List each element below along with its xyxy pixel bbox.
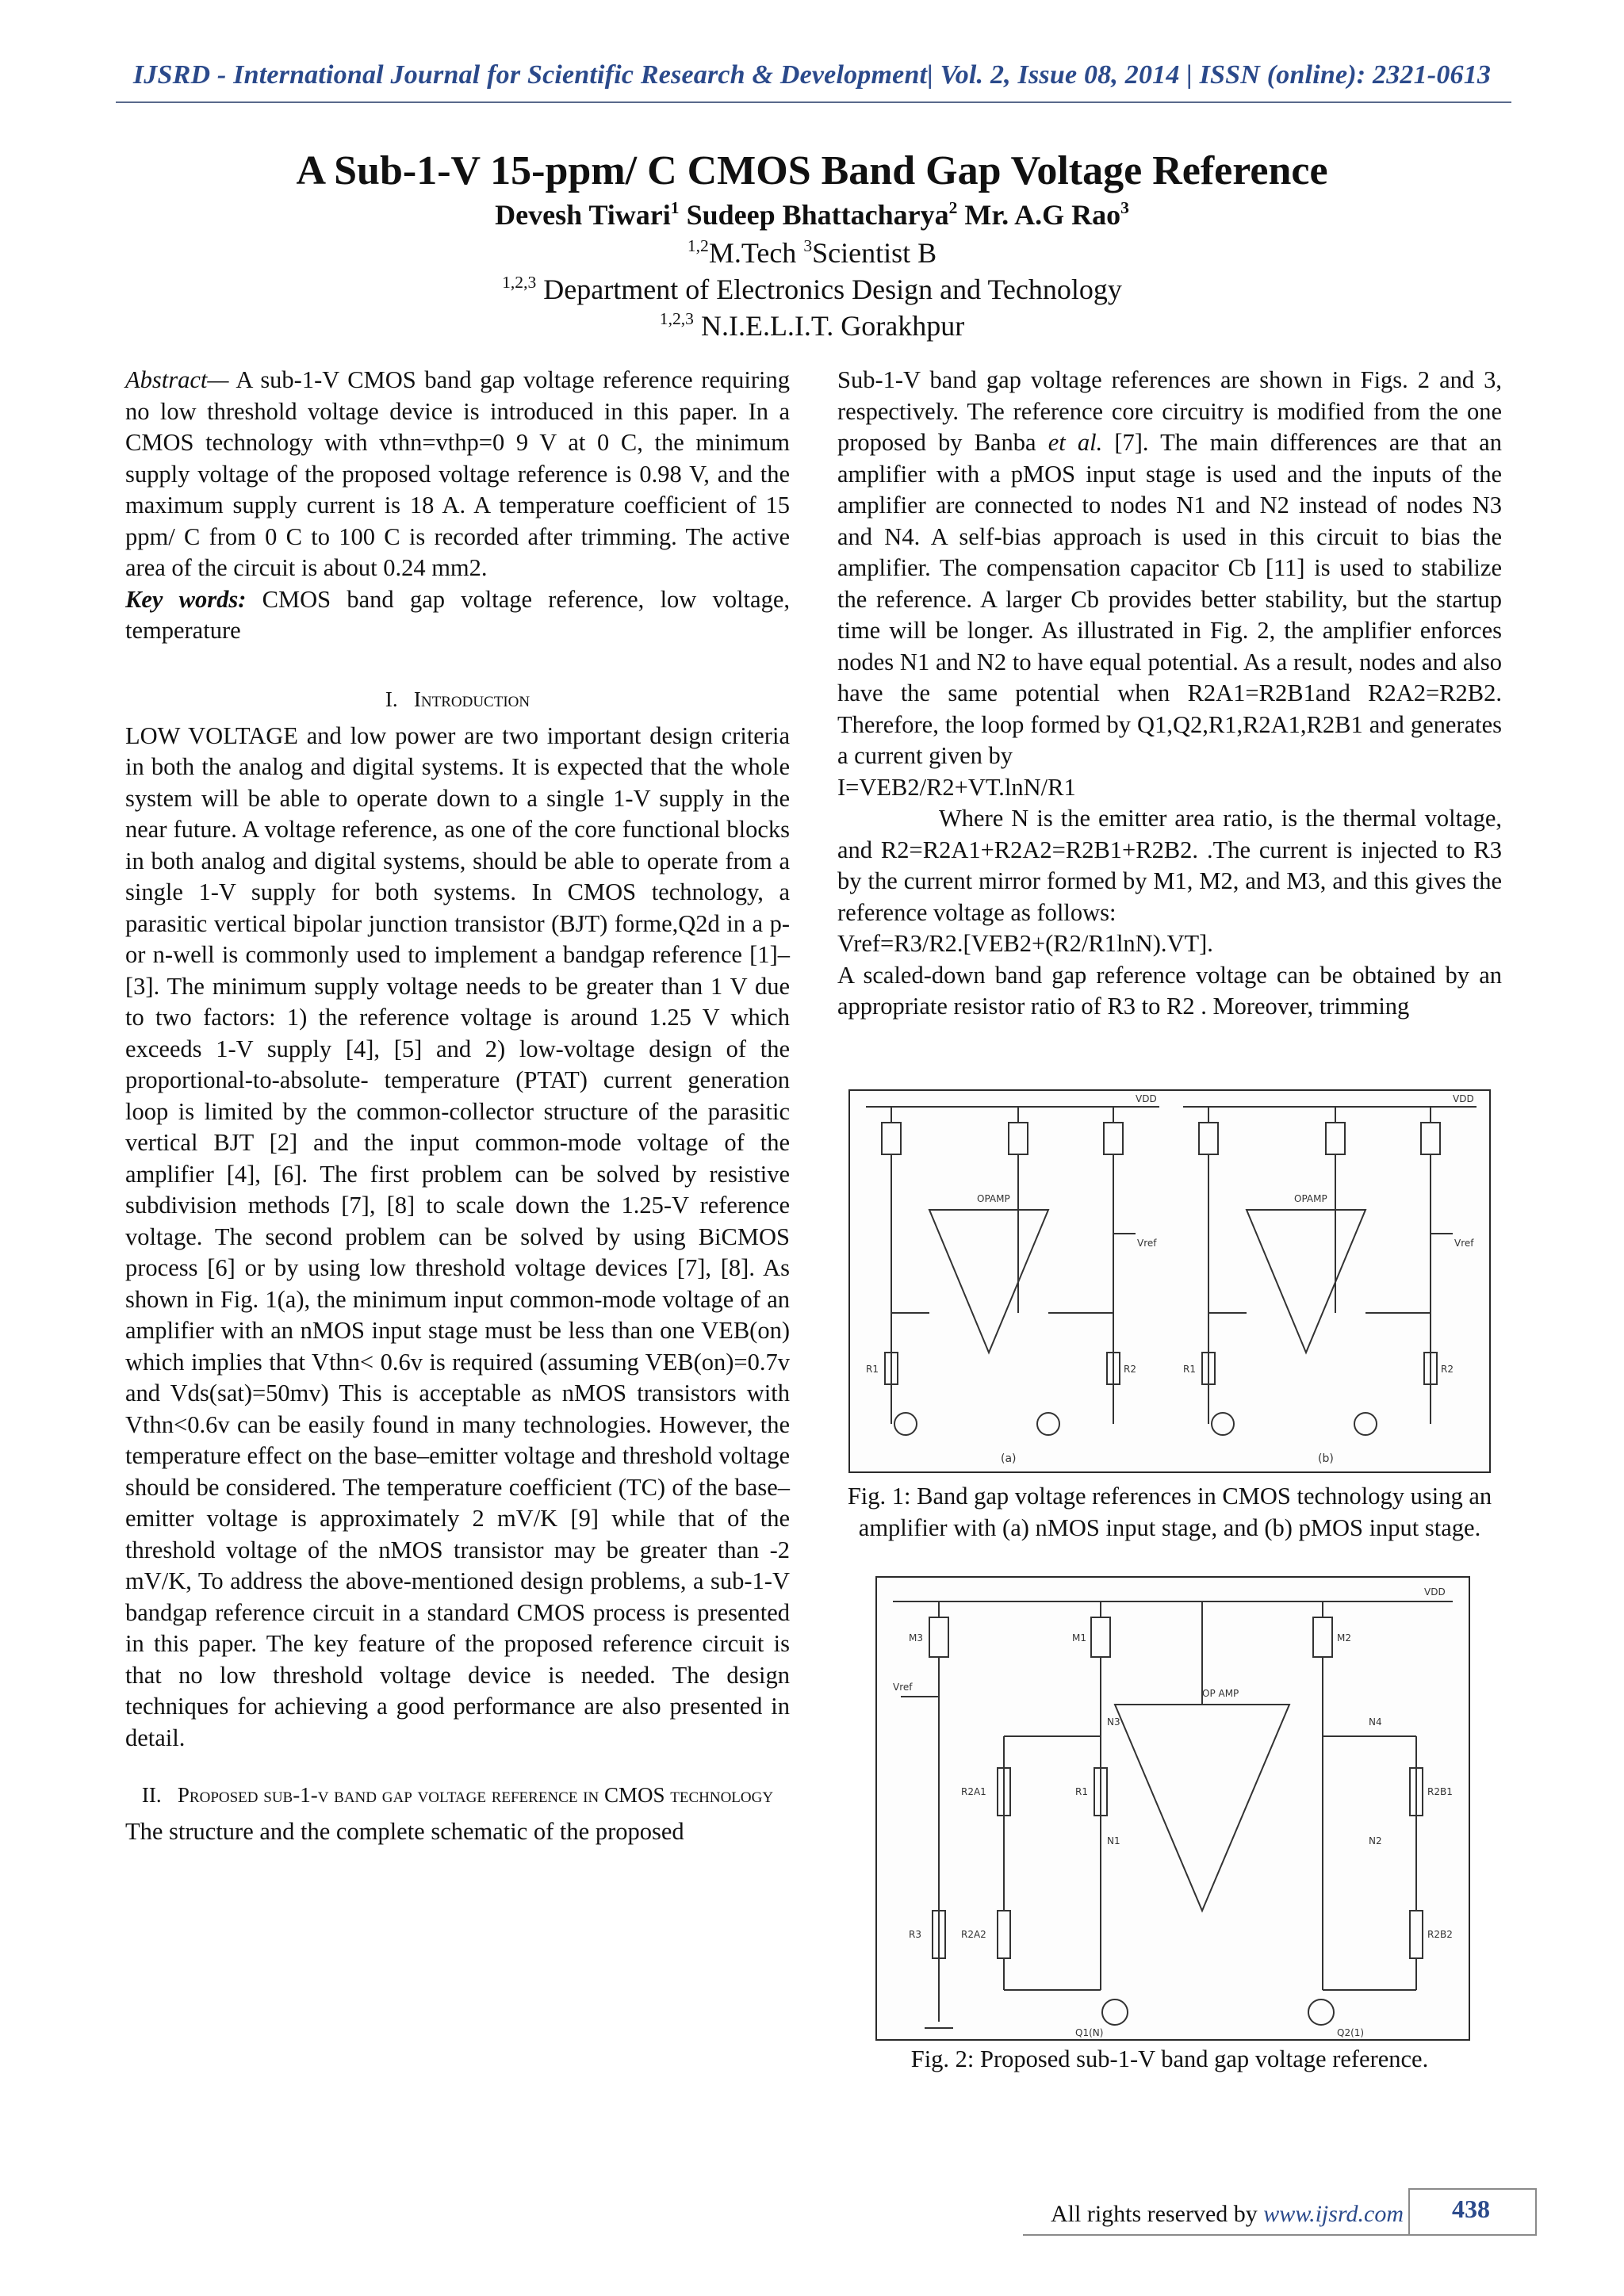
body-text: Sub-1-V band gap voltage references are shown in Figs. 2 and 3, respectively. The reference core circuitry is modified from the one proposed by Banba <box>837 366 1502 456</box>
keywords-label: Key words: <box>125 585 247 613</box>
left-column <box>125 365 790 1848</box>
author-sup: 2 <box>948 197 958 217</box>
body-paragraph <box>837 365 1502 772</box>
fig1-vdd-label: VDD <box>1136 1093 1157 1104</box>
citation-italic: et al. <box>1048 429 1103 456</box>
figure-1-caption: Fig. 1: Band gap voltage references in CMOS technology using an amplifier with (a) nMOS input stage, and (b) pMOS input stage. <box>847 1483 1492 1541</box>
aff-sup: 3 <box>803 235 813 255</box>
fig1-r1-label: R1 <box>866 1364 879 1375</box>
section-title: Proposed sub-1-v band gap voltage reference in CMOS technology <box>177 1783 774 1807</box>
fig2-n4-label: N4 <box>1369 1716 1382 1728</box>
journal-header: IJSRD - International Journal for Scientific Research & Development| Vol. 2, Issue 08, 2014 | ISSN (online): 2321-0613 <box>132 60 1492 90</box>
equation-vref: Vref=R3/R2.[VEB2+(R2/R1lnN).VT]. <box>837 930 1213 957</box>
fig1-r1-label: R1 <box>1183 1364 1196 1375</box>
authors-line <box>48 198 1576 232</box>
fig2-n2-label: N2 <box>1369 1835 1382 1846</box>
equation-current: I=VEB2/R2+VT.lnN/R1 <box>837 773 1076 801</box>
header-rule <box>116 101 1511 103</box>
figure-2-svg <box>877 1578 1469 2039</box>
affiliation-institute <box>48 309 1576 342</box>
body-paragraph: Where N is the emitter area ratio, is the thermal voltage, and R2=R2A1+R2A2=R2B1+R2B2. .The current is injected to R3 by the current mirror formed by M1, M2, and M3, and this gives the reference voltage as follows: <box>837 805 1502 926</box>
fig2-r2a1-label: R2A1 <box>961 1786 986 1797</box>
fig2-r3-label: R3 <box>909 1929 921 1940</box>
abstract-text: A sub-1-V CMOS band gap voltage reference requiring no low threshold voltage device is introduced in this paper. In a CMOS technology with vthn=vthp=0 9 V at 0 C, the minimum supply voltage of the proposed voltage reference is 0.98 V, and the maximum supply current is 18 A. A temperature coefficient of 15 ppm/ C from 0 C to 100 C is recorded after trimming. The active area of the circuit is about 0.24 mm2. <box>125 366 790 581</box>
fig1-r2-label: R2 <box>1124 1364 1136 1375</box>
keywords <box>125 584 790 647</box>
right-column <box>837 365 1502 1023</box>
proposed-text: The structure and the complete schematic of the proposed <box>125 1818 684 1845</box>
affiliation-department <box>48 273 1576 306</box>
page-number: 438 <box>1452 2195 1490 2223</box>
footer-site-link[interactable]: www.ijsrd.com <box>1263 2201 1404 2227</box>
figure-2-caption: Fig. 2: Proposed sub-1-V band gap voltage reference. <box>910 2045 1429 2072</box>
fig1-vref-label: Vref <box>1454 1238 1474 1249</box>
body-text: [7]. The main differences are that an amplifier with a pMOS input stage is used and the inputs of the amplifier are connected to nodes N1 and N2 instead of nodes N3 and N4. A self-bias approach is used in this circuit to bias the amplifier. The compensation capacitor Cb [11] is used to stabilize the reference. A larger Cb provides better stability, but the startup time will be longer. As illustrated in Fig. 2, the amplifier enforces nodes N1 and N2 to have equal potential. As a result, nodes and also have the same potential when R2A1=R2B1and R2A2=R2B2. Therefore, the loop formed by Q1,Q2,R1,R2A1,R2B1 and generates a current given by <box>837 429 1502 769</box>
aff-text: Scientist B <box>812 237 937 269</box>
fig2-m2-label: M2 <box>1337 1632 1351 1644</box>
body-paragraph: A scaled-down band gap reference voltage can be obtained by an appropriate resistor ratio of R3 to R2 . Moreover, trimming <box>837 961 1502 1020</box>
fig1-label-a: (a) <box>1001 1452 1017 1465</box>
fig2-r2b1-label: R2B1 <box>1427 1786 1453 1797</box>
aff-text: N.I.E.L.I.T. Gorakhpur <box>693 310 965 342</box>
fig2-r1-label: R1 <box>1075 1786 1088 1797</box>
fig1-amp-label: OPAMP <box>1294 1193 1327 1204</box>
footer-rights-text: All rights reserved by <box>1051 2201 1264 2227</box>
fig2-q2-label: Q2(1) <box>1337 2027 1365 2038</box>
fig1-label-b: (b) <box>1318 1452 1334 1465</box>
author-name: Mr. A.G Rao <box>964 199 1121 231</box>
fig2-r2a2-label: R2A2 <box>961 1929 986 1940</box>
paper-title: A Sub-1-V 15-ppm/ C CMOS Band Gap Voltage Reference <box>296 148 1328 193</box>
footer-rule <box>1023 2234 1535 2236</box>
figure-1-schematic <box>848 1089 1491 1473</box>
aff-sup: 1,2,3 <box>659 308 694 328</box>
section-heading-proposed <box>125 1781 790 1810</box>
abstract <box>125 365 790 584</box>
figure-2-schematic <box>875 1576 1470 2041</box>
section-heading-introduction <box>125 685 790 714</box>
author-sup: 1 <box>670 197 680 217</box>
fig2-n1-label: N1 <box>1107 1835 1120 1846</box>
figure-1-svg <box>850 1091 1489 1471</box>
fig2-vdd-label: VDD <box>1424 1586 1446 1598</box>
fig1-amp-label: OPAMP <box>977 1193 1010 1204</box>
section-title: Introduction <box>413 687 530 711</box>
fig1-vref-label: Vref <box>1137 1238 1157 1249</box>
aff-sup: 1,2 <box>687 235 709 255</box>
fig2-vref-label: Vref <box>893 1682 913 1693</box>
introduction-text: LOW VOLTAGE and low power are two important design criteria in both the analog and digital systems. It is expected that the whole system will be able to operate down to a single 1-V supply in the near future. A voltage reference, as one of the core functional blocks in both analog and digital systems, should be able to operate from a single 1-V supply for both systems. In CMOS technology, a parasitic vertical bipolar junction transistor (BJT) forme,Q2d in a p- or n-well is commonly used to implement a bandgap reference [1]–[3]. The minimum supply voltage needs to be greater than 1 V due to two factors: 1) the reference voltage is around 1.25 V which exceeds 1-V supply [4], [5] and 2) low-voltage design of the proportional-to-absolute- temperature (PTAT) current generation loop is limited by the common-collector structure of the parasitic vertical BJT [2] and the input common-mode voltage of the amplifier [4], [6]. The first problem can be solved by resistive subdivision methods [7], [8] to scale down the 1.25-V reference voltage. The second problem can be solved by using BiCMOS process [6] or by using low threshold voltage devices [7], [8]. As shown in Fig. 1(a), the minimum input common-mode voltage of an amplifier with an nMOS input stage must be less than one VEB(on) which implies that Vthn< 0.6v is required (assuming VEB(on)=0.7v and Vds(sat)=50mv) This is acceptable as nMOS transistors with Vthn<0.6v can be easily found in many technologies. However, the temperature effect on the base–emitter voltage and threshold voltage should be considered. The temperature coefficient (TC) of the base–emitter voltage is approximately 2 mV/K [9] while that of the threshold voltage of the nMOS transistor may be greater than -2 mV/K, To address the above-mentioned design problems, a sub-1-V bandgap reference circuit in a standard CMOS process is presented in this paper. The key feature of the proposed reference circuit is that no low threshold voltage device is needed. The design techniques for achieving a good performance are also presented in detail. <box>125 721 790 1751</box>
fig2-m1-label: M1 <box>1072 1632 1086 1644</box>
aff-sup: 1,2,3 <box>502 272 537 292</box>
aff-text: M.Tech <box>708 237 804 269</box>
fig2-opamp-label: OP AMP <box>1202 1688 1239 1699</box>
author-name: Devesh Tiwari <box>495 199 671 231</box>
author-sup: 3 <box>1120 197 1129 217</box>
fig2-q1-label: Q1(N) <box>1075 2027 1104 2038</box>
affiliation-degree <box>48 236 1576 270</box>
footer-rights <box>1023 2201 1404 2228</box>
abstract-label: Abstract— <box>125 366 229 393</box>
fig1-vdd-label: VDD <box>1453 1093 1474 1104</box>
section-number: II. <box>141 1783 162 1807</box>
fig2-r2b2-label: R2B2 <box>1427 1929 1453 1940</box>
aff-text: Department of Electronics Design and Technology <box>536 274 1122 305</box>
fig2-n3-label: N3 <box>1107 1716 1120 1728</box>
fig1-r2-label: R2 <box>1441 1364 1454 1375</box>
author-name: Sudeep Bhattacharya <box>686 199 949 231</box>
section-number: I. <box>385 687 398 711</box>
keywords-text: CMOS band gap voltage reference, low voltage, temperature <box>125 585 790 644</box>
fig2-m3-label: M3 <box>909 1632 923 1644</box>
